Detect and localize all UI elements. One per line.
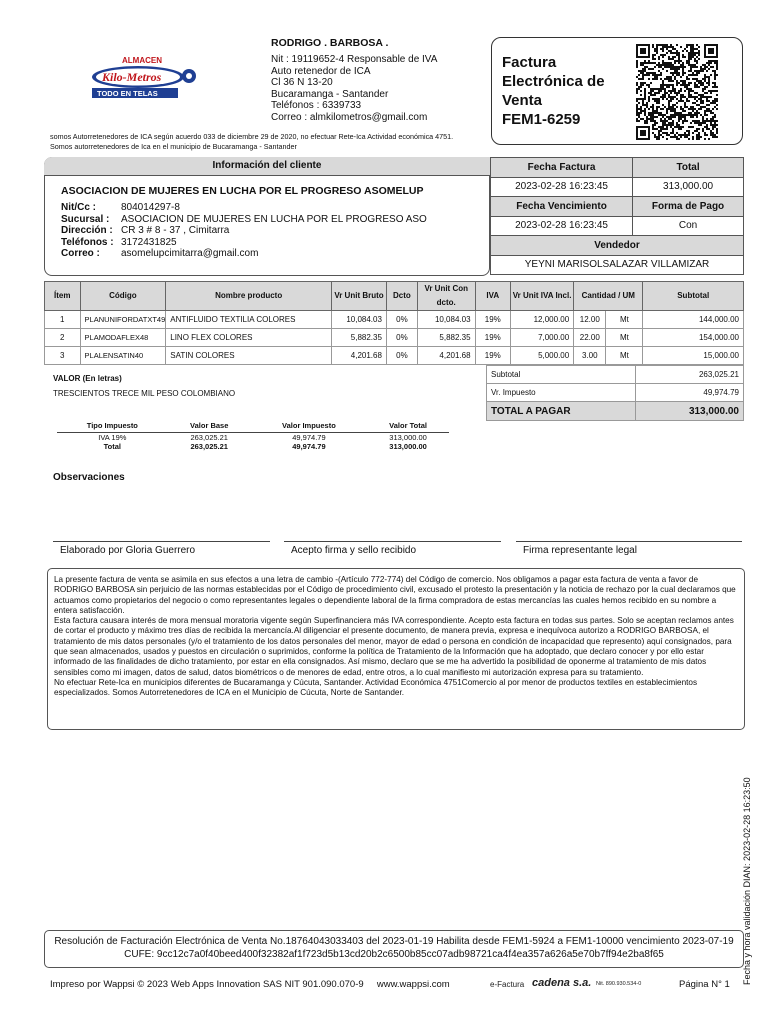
signature-line-representante	[516, 541, 742, 542]
col-con-dcto: Vr Unit Con dcto.	[417, 282, 475, 311]
table-row: IVA 19% 263,025.21 49,974.79 313,000.00	[98, 432, 427, 442]
invoice-number: FEM1-6259	[502, 111, 581, 128]
client-address: CR 3 # 8 - 37 , Cimitarra	[121, 225, 230, 237]
client-branch: ASOCIACION DE MUJERES EN LUCHA POR EL PROGRESO ASO	[121, 213, 427, 225]
items-table	[44, 281, 744, 365]
total-label: Total	[633, 158, 744, 178]
client-email: asomelupcimitarra@gmail.com	[121, 248, 259, 260]
company-city: Bucaramanga - Santander	[271, 88, 389, 100]
col-iva-incl: Vr Unit IVA Incl.	[511, 282, 574, 311]
fecha-vencimiento-label: Fecha Vencimiento	[491, 197, 633, 217]
valor-letras: TRESCIENTOS TRECE MIL PESO COLOMBIANO	[53, 389, 236, 398]
ica-note: somos Autorretenedores de ICA según acuerdo 033 de diciembre 29 de 2020, no efectuar Rete-Ica Actividad económica 4751. Somos autorretenedores de Ica en el municipio de Bucaramanga - Santander	[50, 132, 454, 151]
fecha-vencimiento: 2023-02-28 16:23:45	[491, 216, 633, 236]
signature-elaborado: Elaborado por Gloria Guerrero	[60, 545, 196, 556]
impuesto-value: 49,974.79	[636, 384, 744, 402]
totals-table	[486, 365, 744, 421]
tax-table: Tipo Impuesto Valor Base Valor Impuesto Valor Total IVA 19% 263,025.21 49,974.79 313,000.00 Total 263,025.21 49,974.79 313,000.00	[57, 420, 449, 451]
client-values	[121, 202, 427, 260]
client-name: ASOCIACION DE MUJERES EN LUCHA POR EL PROGRESO ASOMELUP	[61, 185, 424, 197]
page-number: Página N° 1	[679, 979, 730, 990]
col-cantidad: Cantidad / UM	[574, 282, 643, 311]
company-name: RODRIGO . BARBOSA .	[271, 37, 389, 49]
impuesto-label: Vr. Impuesto	[487, 384, 636, 402]
col-subtotal: Subtotal	[643, 282, 744, 311]
company-phone: Teléfonos : 6339733	[271, 100, 362, 112]
col-item: Ítem	[45, 282, 81, 311]
signature-acepto: Acepto firma y sello recibido	[291, 545, 417, 556]
fecha-factura: 2023-02-28 16:23:45	[491, 177, 633, 197]
company-details	[271, 54, 437, 124]
client-info-header: Información del cliente	[44, 157, 490, 176]
observaciones-label: Observaciones	[53, 472, 125, 483]
total-pagar-label: TOTAL A PAGAR	[487, 402, 636, 421]
resolution-text	[44, 935, 744, 961]
valor-letras-label: VALOR (En letras)	[53, 374, 122, 383]
company-nit: Nit : 19119652-4 Responsable de IVA	[271, 54, 438, 65]
col-iva: IVA	[475, 282, 511, 311]
logo-line1: ALMACEN	[122, 56, 162, 65]
signature-representante: Firma representante legal	[523, 545, 637, 556]
col-dcto: Dcto	[386, 282, 417, 311]
vendedor-label: Vendedor	[491, 236, 744, 256]
company-email: Correo : almkilometros@gmail.com	[271, 111, 428, 123]
legal-terms: La presente factura de venta se asimila en sus efectos a una letra de cambio -(Artículo 772-774) del Código de comercio. Nos obligamos a pagar esta factura de venta a favor de RODRIGO BARBOSA sin perjuicio de las normas establecidas por el Código de procedimiento civil, excusado el protesto la presentación y la noticia de rechazo por la cual declaramos que actuamos como propietarios del negocio o como representantes legales o dependiente laboral de la firma compradora de estas mercancías las cuales hemos recibido en su nombre a entera satisfacción. Esta factura causara interés de mora mensual moratoria vigente según Superfinanciera más IVA correspondiente. Acepto esta factura en todas sus partes. Solo se aceptan reclamos antes de cortar el producto y máximo tres días de recibida la mercancía.Al diligenciar el presente documento, de manera previa, expresa e inequívoca autorizo a RODRIGO BARBOSA, el tratamiento de mis datos personales (y/o el tratamiento de los datos personales del menor, mayor de edad o persona en condición de incapacidad que represento) aquí consignados, para que sean almacenados, usados y puestos en circulación o suprimidos, conforme la política de Tratamiento de la Información que ha adoptado, que declaro conocer y por ello estar informado de las finalidades de dicho tratamiento, por estar en ella consignados. Así mismo, declaro que se me ha advertido la posibilidad de oponerme al tratamiento de mis datos sensibles como mi imagen, datos de salud, datos biométricos o de menores de edad, entre otros, a lo cual manifiesto mi autorización expresa para su tratamiento. No efectuar Rete-Ica en municipios diferentes de Bucaramanga y Cúcuta, Santander. Actividad Económica 4751Comercio al por menor de productos textiles en establecimientos especializados. Somos Autorretenedores de ICA en el Municipio de Cúcuta, Norte de Santander.	[47, 568, 745, 730]
forma-pago: Con	[633, 216, 744, 236]
client-labels: Nit/Cc : Sucursal : Dirección : Teléfonos : Correo :	[61, 202, 114, 260]
company-ica: Auto retenedor de ICA	[271, 65, 371, 77]
company-address: Cl 36 N 13-20	[271, 77, 333, 89]
invoice-title: Factura Electrónica de Venta FEM1-6259	[502, 53, 622, 129]
printed-by: Impreso por Wappsi © 2023 Web Apps Innovation SAS NIT 901.090.070-9 www.wappsi.com	[50, 979, 450, 990]
client-phone: 3172431825	[121, 236, 177, 248]
forma-pago-label: Forma de Pago	[633, 197, 744, 217]
subtotal-value: 263,025.21	[636, 366, 744, 384]
signature-line-elaborado	[53, 541, 270, 542]
cadena-logo: cadena s.a.	[532, 977, 592, 989]
table-row: 2 PLAMODAFLEX48 LINO FLEX COLORES 5,882.35 0% 5,882.35 19% 7,000.00 22.00 Mt 154,000.00	[45, 329, 744, 347]
resolution-line: Resolución de Facturación Electrónica de Venta No.18764043033403 del 2023-01-19 Habilita desde FEM1-5924 a FEM1-10000 vencimiento 2023-07-19	[54, 936, 734, 947]
table-row: Total 263,025.21 49,974.79 313,000.00	[103, 441, 427, 451]
col-nombre: Nombre producto	[166, 282, 332, 311]
cadena-nit: Nit. 890.930.534-0	[596, 981, 642, 987]
efactura-label: e-Factura	[490, 980, 525, 989]
table-row: 1 PLANUNIFORDATXT49 ANTIFLUIDO TEXTILIA COLORES 10,084.03 0% 10,084.03 19% 12,000.00 12.00 Mt 144,000.00	[45, 311, 744, 329]
logo-tagline: TODO EN TELAS	[97, 89, 158, 98]
cufe-line: CUFE: 9cc12c7a0f40beed400f32382af1f723d5b13cd20b2c6500b85cc07adb98721ca4f4ea357a626a5e70b7ff94e2ba8f65	[124, 949, 664, 960]
table-row: 3 PLALENSATIN40 SATIN COLORES 4,201.68 0% 4,201.68 19% 5,000.00 3.00 Mt 15,000.00	[45, 347, 744, 365]
client-nit: 804014297-8	[121, 202, 180, 213]
total-pagar-value: 313,000.00	[636, 402, 744, 421]
qr-code-icon	[636, 44, 718, 140]
col-codigo: Código	[80, 282, 166, 311]
company-logo	[88, 55, 200, 101]
subtotal-label: Subtotal	[487, 366, 636, 384]
dian-validation: Fecha y hora validación DIAN: 2023-02-28 16:23:50	[742, 777, 752, 985]
invoice-summary	[490, 157, 744, 275]
logo-brand: Kilo-Metros	[102, 70, 162, 84]
fecha-factura-label: Fecha Factura	[491, 158, 633, 178]
total-value: 313,000.00	[633, 177, 744, 197]
col-bruto: Vr Unit Bruto	[332, 282, 387, 311]
signature-line-acepto	[284, 541, 501, 542]
vendedor-name: YEYNI MARISOLSALAZAR VILLAMIZAR	[491, 255, 744, 275]
